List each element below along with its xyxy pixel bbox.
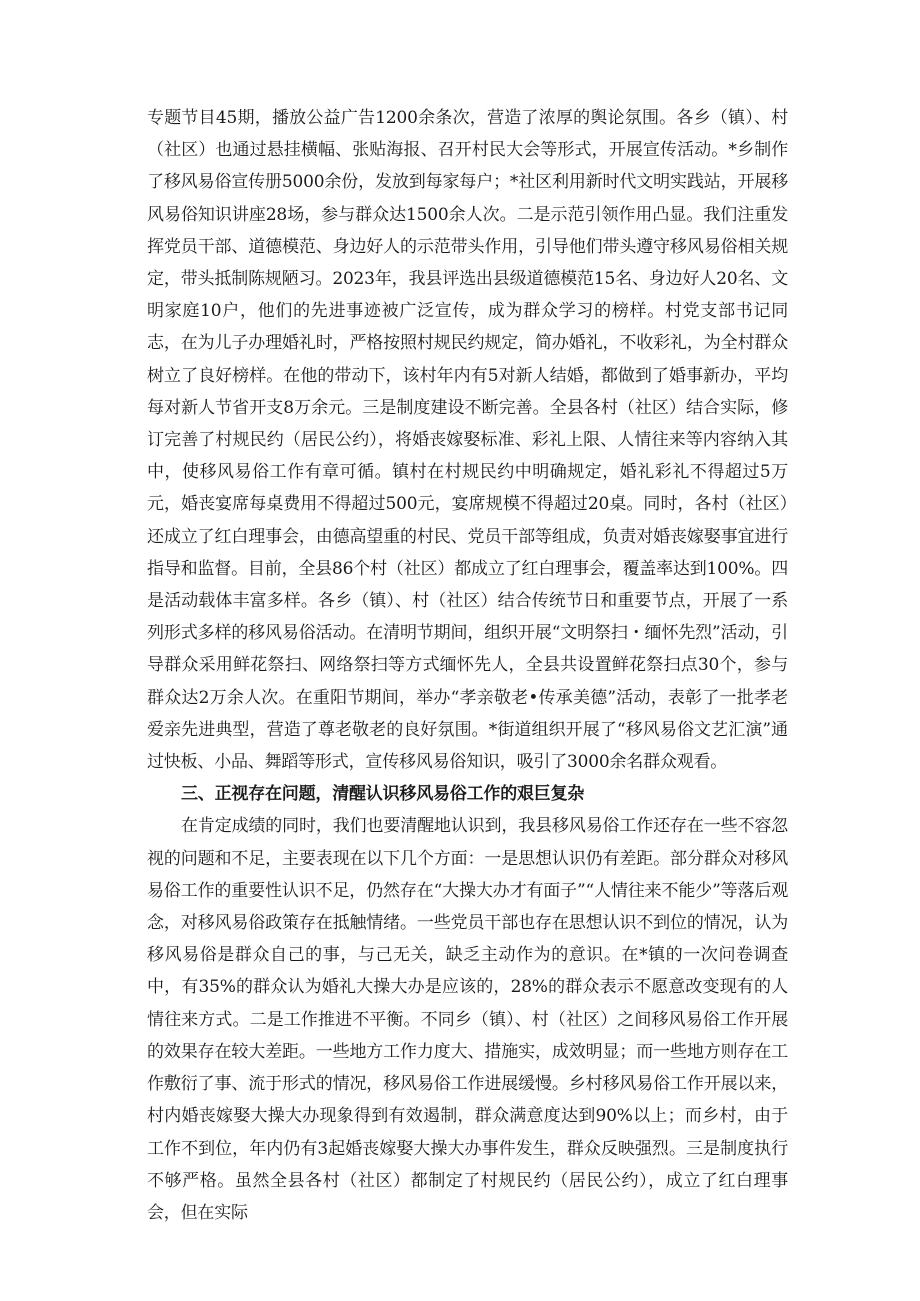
document-body [147, 102, 788, 1229]
section-heading: 三、正视存在问题，清醒认识移风易俗工作的艰巨复杂 [181, 784, 585, 805]
body-paragraph-continued: 专题节目45期，播放公益广告1200余条次，营造了浓厚的舆论氛围。各乡（镇）、村（社区）也通过悬挂横幅、张贴海报、召开村民大会等形式，开展宣传活动。*乡制作了移风易俗宣传册5000余份，发放到每家每户；*社区利用新时代文明实践站，开展移风易俗知识讲座28场，参与群众达1500余人次。二是示范引领作用凸显。我们注重发挥党员干部、道德模范、身边好人的示范带头作用，引导他们带头遵守移风易俗相关规定，带头抵制陈规陋习。2023年，我县评选出县级道德模范15名、身边好人20名、文明家庭10户，他们的先进事迹被广泛宣传，成为群众学习的榜样。村党支部书记同志，在为儿子办理婚礼时，严格按照村规民约规定，简办婚礼，不收彩礼，为全村群众树立了良好榜样。在他的带动下，该村年内有5对新人结婚，都做到了婚事新办，平均每对新人节省开支8万余元。三是制度建设不断完善。全县各村（社区）结合实际，修订完善了村规民约（居民公约），将婚丧嫁娶标准、彩礼上限、人情往来等内容纳入其中，使移风易俗工作有章可循。镇村在村规民约中明确规定，婚礼彩礼不得超过5万元，婚丧宴席每桌费用不得超过500元，宴席规模不得超过20桌。同时，各村（社区）还成立了红白理事会，由德高望重的村民、党员干部等组成，负责对婚丧嫁娶事宜进行指导和监督。目前，全县86个村（社区）都成立了红白理事会，覆盖率达到100%。四是活动载体丰富多样。各乡（镇）、村（社区）结合传统节日和重要节点，开展了一系列形式多样的移风易俗活动。在清明节期间，组织开展“文明祭扫・缅怀先烈”活动，引导群众采用鲜花祭扫、网络祭扫等方式缅怀先人，全县共设置鲜花祭扫点30个，参与群众达2万余人次。在重阳节期间，举办“孝亲敬老•传承美德”活动，表彰了一批孝老爱亲先进典型，营造了尊老敬老的良好氛围。*街道组织开展了“移风易俗文艺汇演”通过快板、小品、舞蹈等形式，宣传移风易俗知识，吸引了3000余名群众观看。 [147, 108, 788, 773]
body-paragraph: 在肯定成绩的同时，我们也要清醒地认识到，我县移风易俗工作还存在一些不容忽视的问题和不足，主要表现在以下几个方面：一是思想认识仍有差距。部分群众对移风易俗工作的重要性认识不足，仍然存在“大操大办才有面子”“人情往来不能少”等落后观念，对移风易俗政策存在抵触情绪。一些党员干部也存在思想认识不到位的情况，认为移风易俗是群众自己的事，与己无关，缺乏主动作为的意识。在*镇的一次问卷调查中，有35%的群众认为婚礼大操大办是应该的，28%的群众表示不愿意改变现有的人情往来方式。二是工作推进不平衡。不同乡（镇）、村（社区）之间移风易俗工作开展的效果存在较大差距。一些地方工作力度大、措施实，成效明显；而一些地方则存在工作敷衍了事、流于形式的情况，移风易俗工作进展缓慢。乡村移风易俗工作开展以来，村内婚丧嫁娶大操大办现象得到有效遏制，群众满意度达到90%以上；而乡村，由于工作不到位，年内仍有3起婚丧嫁娶大操大办事件发生，群众反映强烈。三是制度执行不够严格。虽然全县各村（社区）都制定了村规民约（居民公约），成立了红白理事会，但在实际 [147, 816, 788, 1223]
